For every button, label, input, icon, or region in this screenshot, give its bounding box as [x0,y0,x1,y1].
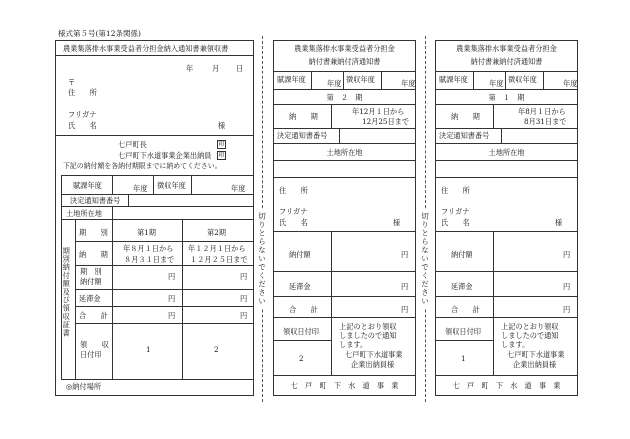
receiver: 七戸町下水道事業企業出納員 [118,151,212,160]
stub2-land-location: 土地所在地 [326,148,363,157]
instruction: 下記の納付額を各納付期限までに納めてください。 [63,162,222,170]
issuer: 七戸町長 [118,140,147,149]
stub2-levy-suffix: 年度 [327,79,342,88]
stub1-note-5: 企業出納員様 [513,360,557,369]
total-label: 合 計 [79,311,108,320]
due1-start: 年８月１日から [123,244,174,253]
stub2-period: 第 ２ 期 [326,93,363,102]
period-payment-label-2: 納付額 [80,277,102,286]
date-year: 年 [186,64,194,73]
honorific: 様 [218,121,226,130]
payment-place: ◎納付場所 [66,382,102,391]
stub2-note-3: します。 [339,340,368,349]
cut-note: 切りとらないでください [257,212,267,306]
issuer-stamp: 印 [218,141,225,148]
stub2-note-2: しましたので通知 [339,331,397,340]
due2-start: 年１２月１日から [188,244,246,253]
stub2-yen-1: 円 [401,250,409,259]
stub1-collect-suffix: 年度 [563,79,578,88]
stub1-note-3: します。 [501,340,530,349]
period-1: 第1期 [137,228,156,237]
late-fee-label: 延滞金 [79,294,101,303]
cut-note-2: 切りとらないでください [420,212,430,306]
stub2-note-4: 七戸町下水道事業 [345,350,403,359]
receiver-stamp: 印 [218,152,225,159]
stub1-collect-year: 徴収年度 [508,75,537,84]
receipt-stamp-label-2: 日付印 [80,350,102,359]
period-payment-label-1: 期 別 [80,267,102,276]
stub2-receipt-label: 領収日付印 [283,327,319,336]
yen-6: 円 [240,311,248,320]
stub2-payment-amount: 納付額 [289,250,311,259]
yen-3: 円 [168,294,176,303]
stub1-note-4: 七戸町下水道事業 [507,350,565,359]
date-day: 日 [236,64,244,73]
receipt-number-1: 1 [146,345,151,354]
stub1-due-end: 8月31日まで [524,117,567,126]
collect-year-label: 徴収年度 [157,181,186,190]
stub1-name-label: 氏 名 [441,218,470,227]
name-label: 氏 名 [68,121,97,130]
stub1-title-1: 農業集落排水事業受益者分担金 [456,44,557,53]
due1-end: ８月３１日まで [124,255,175,264]
stub2-late-fee: 延滞金 [289,282,311,291]
period-label: 期 別 [79,228,108,237]
stub1-notice-number: 決定通知書番号 [439,131,490,140]
receipt-stamp-label-1: 領 収 [80,340,109,349]
stub2-title-2: 納付書兼納付済通知書 [308,57,381,66]
land-location-label: 土地所在地 [66,209,102,218]
form-number: 様式第５号(第12条関係) [58,29,141,38]
furigana-label: フリガナ [68,110,97,119]
stub2-title-1: 農業集落排水事業受益者分担金 [294,44,395,53]
stub2-furigana-label: フリガナ [279,207,308,216]
stub1-levy-suffix: 年度 [489,79,504,88]
side-label: 期別納付額及び領収証書 [62,247,72,338]
stub2-yen-2: 円 [401,282,409,291]
stub2-note-1: 上記のとおり領収 [339,322,397,331]
stub1-late-fee: 延滞金 [451,282,473,291]
stub1-number: 1 [461,354,466,363]
stub2-yen-3: 円 [401,305,409,314]
stub1-yen-2: 円 [563,282,571,291]
stub2-name-label: 氏 名 [279,218,308,227]
stub1-note-1: 上記のとおり領収 [501,322,559,331]
period-2: 第2期 [207,228,226,237]
postal-mark: 〒 [68,78,76,87]
levy-year-suffix: 年度 [133,184,148,193]
stub2-footer: 七 戸 町 下 水 道 事 業 [290,381,399,390]
levy-year-label: 賦課年度 [73,181,102,190]
address-label: 住 所 [68,88,97,97]
stub1-period: 第 １ 期 [488,93,525,102]
stub1-furigana-label: フリガナ [441,207,470,216]
stub2-due-end: 12月25日まで [362,117,410,126]
stub1-levy-year: 賦課年度 [439,75,468,84]
stub1-footer: 七 戸 町 下 水 道 事 業 [452,381,561,390]
yen-4: 円 [240,294,248,303]
stub2-due-start: 年12月１日から [352,107,405,116]
stub2-honorific: 様 [393,218,401,227]
stub2-note-5: 企業出納員様 [351,360,395,369]
stub2-notice-number: 決定通知書番号 [277,131,328,140]
receipt-number-2: 2 [214,345,219,354]
stub1-total: 合 計 [451,305,480,314]
notice-number-label: 決定通知書番号 [70,196,121,205]
receipt-title: 農業集落排水事業受益者分担金納入通知書兼領収書 [63,44,229,53]
stub1-title-2: 納付書兼納付済通知書 [470,57,543,66]
stub1-due-start: 年8月１日から [518,107,566,116]
stub1-honorific: 様 [555,218,563,227]
stub1-payment-amount: 納付額 [451,250,473,259]
stub1-receipt-label: 領収日付印 [445,327,481,336]
yen-5: 円 [168,311,176,320]
due-label: 納 期 [79,250,108,259]
yen-2: 円 [240,272,248,281]
date-month: 月 [212,64,220,73]
stub1-address-label: 住 所 [441,186,470,195]
stub2-total: 合 計 [289,305,318,314]
stub1-yen-3: 円 [563,305,571,314]
stub2-collect-suffix: 年度 [401,79,416,88]
stub2-number: 2 [299,354,304,363]
stub1-land-location: 土地所在地 [488,148,525,157]
stub1-due-label: 納 期 [451,112,480,121]
due2-end: １２月２５日まで [190,255,248,264]
stub2-levy-year: 賦課年度 [277,75,306,84]
yen-1: 円 [168,272,176,281]
stub1-yen-1: 円 [563,250,571,259]
stub2-due-label: 納 期 [289,112,318,121]
stub1-note-2: しましたので通知 [501,331,559,340]
stub2-address-label: 住 所 [279,186,308,195]
collect-year-suffix: 年度 [231,184,246,193]
stub2-collect-year: 徴収年度 [346,75,375,84]
